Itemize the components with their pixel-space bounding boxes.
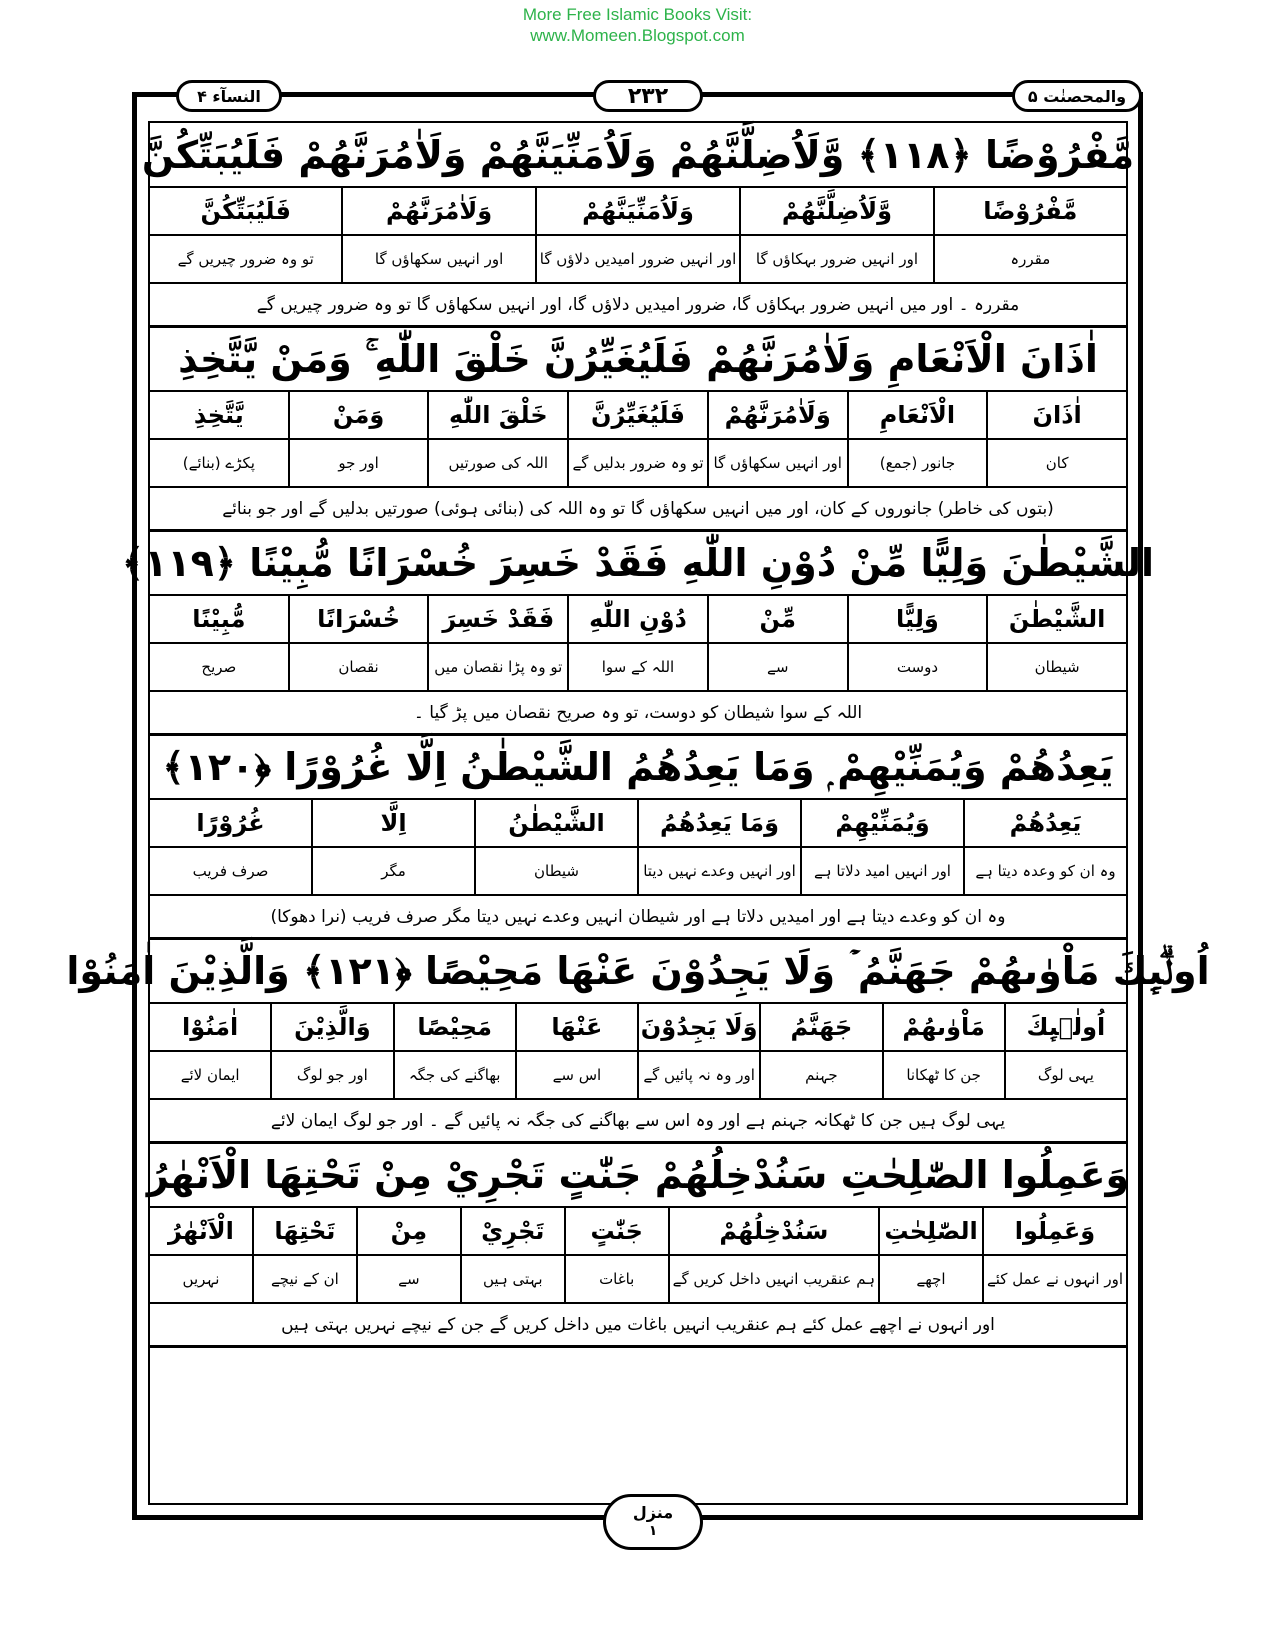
word-cell xyxy=(341,188,534,282)
word-cell xyxy=(986,392,1126,486)
word-by-word-grid xyxy=(150,188,1126,284)
word-cell xyxy=(567,392,707,486)
promo-line-2[interactable]: www.Momeen.Blogspot.com xyxy=(530,26,745,45)
urdu-word-meaning: صرف فریب xyxy=(192,862,269,880)
urdu-word-meaning: شیطان xyxy=(1034,658,1080,676)
urdu-word-meaning: سے xyxy=(398,1270,420,1288)
word-cell xyxy=(800,800,963,894)
word-cell xyxy=(288,392,428,486)
word-cell xyxy=(567,596,707,690)
urdu-word-meaning: اور انہیں سکھاؤں گا xyxy=(713,454,842,472)
word-cell xyxy=(288,596,428,690)
word-cell xyxy=(564,1208,668,1302)
verse-section xyxy=(141,124,1135,328)
word-cell xyxy=(535,188,739,282)
urdu-word-meaning: اور انہیں سکھاؤں گا xyxy=(374,250,504,268)
arabic-word: وَلَاٰمُرَنَّهُمْ xyxy=(709,392,847,440)
arabic-word: مِّنْ xyxy=(709,596,847,644)
urdu-word-meaning: باغات xyxy=(599,1270,635,1288)
urdu-word-meaning: دوست xyxy=(896,658,939,676)
manzil-label: منزل xyxy=(632,1503,674,1522)
word-by-word-grid xyxy=(150,1208,1126,1304)
urdu-word-meaning: پکڑے (بنائے) xyxy=(182,454,255,472)
word-cell xyxy=(393,1004,515,1098)
arabic-word: يَعِدُهُمْ xyxy=(965,800,1126,848)
arabic-word: مَحِيْصًا xyxy=(395,1004,515,1052)
word-cell xyxy=(150,1208,252,1302)
verse-section xyxy=(150,328,1126,532)
word-cell xyxy=(847,596,987,690)
urdu-word-meaning: تو وہ پڑا نقصان میں xyxy=(434,658,563,676)
arabic-word: مَاْوٰىهُمْ xyxy=(884,1004,1004,1052)
word-cell xyxy=(878,1208,982,1302)
arabic-word: وَلَاٰمُرَنَّهُمْ xyxy=(343,188,534,236)
arabic-word: وَّلَاُضِلَّنَّهُمْ xyxy=(741,188,932,236)
arabic-word: اِلَّا xyxy=(313,800,474,848)
urdu-word-meaning: اللہ کی صورتیں xyxy=(448,454,549,472)
urdu-translation-line: اور انہوں نے اچھے عمل کئے ہم عنقریب انہیں باغات میں داخل کریں گے جن کے نیچے نہریں بہتی ہیں xyxy=(150,1304,1126,1348)
arabic-word: وَلَا يَجِدُوْنَ xyxy=(639,1004,759,1052)
arabic-word: فَلَيُبَتِّكُنَّ xyxy=(150,188,341,236)
urdu-word-meaning: ان کے نیچے xyxy=(270,1270,339,1288)
urdu-word-meaning: اس سے xyxy=(552,1066,602,1084)
arabic-word: وَمَنْ xyxy=(290,392,428,440)
urdu-word-meaning: تو وہ ضرور بدلیں گے xyxy=(572,454,704,472)
arabic-word: تَحْتِهَا xyxy=(254,1208,356,1256)
arabic-word: خُسْرَانًا xyxy=(290,596,428,644)
word-cell xyxy=(986,596,1126,690)
urdu-word-meaning: نقصان xyxy=(338,658,379,676)
urdu-word-meaning: جانور (جمع) xyxy=(879,454,956,472)
arabic-verse-line: يَعِدُهُمْ وَيُمَنِّيْهِمْ ۭ وَمَا يَعِدُهُمُ الشَّيْطٰنُ اِلَّا غُرُوْرًا ﴿۱۲۰﴾ xyxy=(150,736,1126,800)
arabic-word: اُولٰۗىِٕكَ xyxy=(1006,1004,1126,1052)
word-by-word-grid xyxy=(150,1004,1126,1100)
word-cell xyxy=(515,1004,637,1098)
arabic-word: عَنْهَا xyxy=(517,1004,637,1052)
urdu-word-meaning: سے xyxy=(767,658,789,676)
word-cell xyxy=(150,596,288,690)
promo-banner xyxy=(0,4,1275,46)
arabic-word: وَيُمَنِّيْهِمْ xyxy=(802,800,963,848)
urdu-word-meaning: بہتی ہیں xyxy=(483,1270,543,1288)
word-by-word-grid xyxy=(150,800,1126,896)
arabic-verse-line: مَّفْرُوْضًا ﴿۱۱۸﴾ وَّلَاُضِلَّنَّهُمْ وَلَاُمَنِّيَنَّهُمْ وَلَاٰمُرَنَّهُمْ فَلَيُبَتِّكُنَّ xyxy=(150,124,1126,188)
urdu-word-meaning: وہ ان کو وعدہ دیتا ہے xyxy=(975,862,1116,880)
urdu-word-meaning: بھاگنے کی جگہ xyxy=(408,1066,501,1084)
urdu-word-meaning: نہریں xyxy=(182,1270,220,1288)
verse-section xyxy=(121,532,1155,736)
arabic-word: مِنْ xyxy=(358,1208,460,1256)
word-cell xyxy=(427,392,567,486)
urdu-word-meaning: اور جو xyxy=(338,454,379,472)
arabic-word: الشَّيْطٰنُ xyxy=(476,800,637,848)
word-cell xyxy=(427,596,567,690)
word-cell xyxy=(637,1004,759,1098)
arabic-word: فَقَدْ خَسِرَ xyxy=(429,596,567,644)
surah-name-label: النسآء ۴ xyxy=(176,80,282,112)
urdu-word-meaning: کان xyxy=(1045,454,1069,472)
arabic-word: دُوْنِ اللّٰهِ xyxy=(569,596,707,644)
para-name-label: والمحصنٰت ۵ xyxy=(1012,80,1142,112)
urdu-word-meaning: تو وہ ضرور چیریں گے xyxy=(177,250,314,268)
arabic-word: الْاَنْعَامِ xyxy=(849,392,987,440)
urdu-word-meaning: اور وہ نہ پائیں گے xyxy=(643,1066,755,1084)
urdu-word-meaning: اچھے xyxy=(916,1270,946,1288)
arabic-word: الشَّيْطٰنَ xyxy=(988,596,1126,644)
word-cell xyxy=(356,1208,460,1302)
urdu-word-meaning: جہنم xyxy=(805,1066,838,1084)
arabic-word: مَّفْرُوْضًا xyxy=(935,188,1126,236)
word-cell xyxy=(150,188,341,282)
word-cell xyxy=(759,1004,881,1098)
word-cell xyxy=(707,596,847,690)
page-number: ۲۳۲ xyxy=(593,80,703,112)
urdu-word-meaning: ہم عنقریب انہیں داخل کریں گے xyxy=(672,1270,876,1288)
arabic-word: فَلَيُغَيِّرُنَّ xyxy=(569,392,707,440)
word-cell xyxy=(637,800,800,894)
arabic-word: جَهَنَّمُ xyxy=(761,1004,881,1052)
urdu-word-meaning: اور جو لوگ xyxy=(296,1066,368,1084)
arabic-word: وَمَا يَعِدُهُمُ xyxy=(639,800,800,848)
word-by-word-grid xyxy=(150,596,1126,692)
word-cell xyxy=(847,392,987,486)
urdu-word-meaning: اور انہیں امید دلاتا ہے xyxy=(814,862,951,880)
arabic-word: وَالَّذِيْنَ xyxy=(272,1004,392,1052)
word-cell xyxy=(707,392,847,486)
word-cell xyxy=(252,1208,356,1302)
arabic-word: يَّتَّخِذِ xyxy=(150,392,288,440)
word-cell xyxy=(982,1208,1126,1302)
word-cell xyxy=(882,1004,1004,1098)
urdu-translation-line: وہ ان کو وعدے دیتا ہے اور امیدیں دلاتا ہے اور شیطان انہیں وعدے نہیں دیتا مگر صرف فریب (نرا دھوکا) xyxy=(150,896,1126,940)
arabic-word: وَلَاُمَنِّيَنَّهُمْ xyxy=(537,188,739,236)
arabic-word: مُّبِيْنًا xyxy=(150,596,288,644)
urdu-word-meaning: اور انہیں ضرور بہکاؤں گا xyxy=(755,250,918,268)
urdu-translation-line: (بتوں کی خاطر) جانوروں کے کان، اور میں انہیں سکھاؤں گا تو وہ اللہ کی (بنائی ہوئی) صورتیں بدلیں گے اور جو بنائے xyxy=(150,488,1126,532)
arabic-word: الصّٰلِحٰتِ xyxy=(880,1208,982,1256)
arabic-word: وَلِيًّا xyxy=(849,596,987,644)
urdu-translation-line: یہی لوگ ہیں جن کا ٹھکانہ جہنم ہے اور وہ اس سے بھاگنے کی جگہ نہ پائیں گے ۔ اور جو لوگ ایمان لائے xyxy=(150,1100,1126,1144)
word-cell xyxy=(963,800,1126,894)
word-cell xyxy=(311,800,474,894)
arabic-word: خَلْقَ اللّٰهِ xyxy=(429,392,567,440)
urdu-word-meaning: اور انہیں وعدے نہیں دیتا xyxy=(643,862,796,880)
urdu-word-meaning: جن کا ٹھکانا xyxy=(906,1066,981,1084)
verse-section xyxy=(146,1144,1130,1348)
arabic-verse-line: اُولٰۗىِٕكَ مَاْوٰىهُمْ جَهَنَّمُ ۡ وَلَا يَجِدُوْنَ عَنْهَا مَحِيْصًا ﴿۱۲۱﴾ وَالَّذِيْنَ اٰمَنُوْا xyxy=(150,940,1126,1004)
word-cell xyxy=(150,1004,270,1098)
arabic-word: اٰذَانَ xyxy=(988,392,1126,440)
arabic-word: وَعَمِلُوا xyxy=(984,1208,1126,1256)
arabic-word: تَجْرِيْ xyxy=(462,1208,564,1256)
arabic-word: غُرُوْرًا xyxy=(150,800,311,848)
urdu-word-meaning: مگر xyxy=(381,862,406,880)
arabic-verse-line: الشَّيْطٰنَ وَلِيًّا مِّنْ دُوْنِ اللّٰهِ فَقَدْ خَسِرَ خُسْرَانًا مُّبِيْنًا ﴿۱۱۹﴾ xyxy=(150,532,1126,596)
arabic-verse-line: اٰذَانَ الْاَنْعَامِ وَلَاٰمُرَنَّهُمْ فَلَيُغَيِّرُنَّ خَلْقَ اللّٰهِ ۚ وَمَنْ يَّتَّخِذِ xyxy=(150,328,1126,392)
urdu-word-meaning: اور انہیں ضرور امیدیں دلاؤں گا xyxy=(539,250,737,268)
urdu-translation-line: مقررہ ۔ اور میں انہیں ضرور بہکاؤں گا، ضرور امیدیں دلاؤں گا، اور انہیں سکھاؤں گا تو وہ ضرور چیریں گے xyxy=(150,284,1126,328)
page-content xyxy=(66,124,1210,1348)
urdu-translation-line: اللہ کے سوا شیطان کو دوست، تو وہ صریح نقصان میں پڑ گیا ۔ xyxy=(150,692,1126,736)
urdu-word-meaning: اور انہوں نے عمل کئے xyxy=(986,1270,1123,1288)
verse-section xyxy=(66,940,1210,1144)
verse-section xyxy=(150,736,1126,940)
word-cell xyxy=(460,1208,564,1302)
word-cell xyxy=(474,800,637,894)
word-cell xyxy=(150,800,311,894)
urdu-word-meaning: یہی لوگ xyxy=(1037,1066,1094,1084)
arabic-word: جَنّٰتٍ xyxy=(566,1208,668,1256)
word-cell xyxy=(933,188,1126,282)
urdu-word-meaning: اللہ کے سوا xyxy=(601,658,675,676)
word-cell xyxy=(270,1004,392,1098)
urdu-word-meaning: ایمان لائے xyxy=(180,1066,240,1084)
arabic-word: سَنُدْخِلُهُمْ xyxy=(670,1208,878,1256)
manzil-badge xyxy=(603,1494,703,1550)
arabic-verse-line: وَعَمِلُوا الصّٰلِحٰتِ سَنُدْخِلُهُمْ جَنّٰتٍ تَجْرِيْ مِنْ تَحْتِهَا الْاَنْهٰرُ xyxy=(150,1144,1126,1208)
manzil-number: ۱ xyxy=(648,1523,658,1539)
word-cell xyxy=(150,392,288,486)
word-cell xyxy=(1004,1004,1126,1098)
urdu-word-meaning: شیطان xyxy=(534,862,579,880)
urdu-word-meaning: صریح xyxy=(201,658,237,676)
urdu-word-meaning: مقررہ xyxy=(1010,250,1051,268)
word-by-word-grid xyxy=(150,392,1126,488)
word-cell xyxy=(668,1208,878,1302)
promo-line-1[interactable]: More Free Islamic Books Visit: xyxy=(522,5,753,24)
arabic-word: اٰمَنُوْا xyxy=(150,1004,270,1052)
word-cell xyxy=(739,188,932,282)
arabic-word: الْاَنْهٰرُ xyxy=(150,1208,252,1256)
